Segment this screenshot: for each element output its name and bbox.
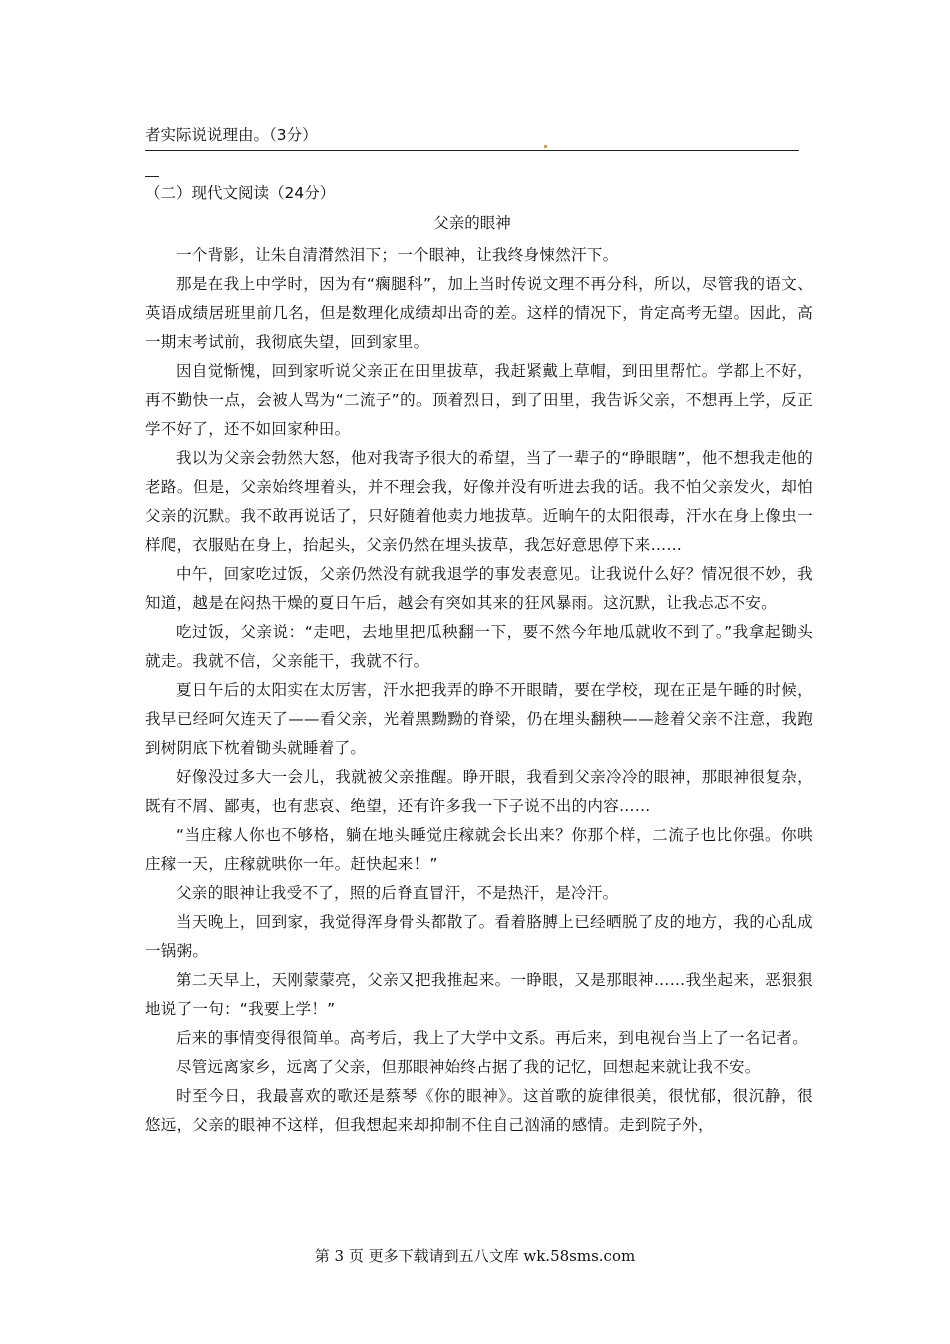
- article-title: 父亲的眼神: [433, 214, 511, 232]
- answer-underline: [145, 150, 799, 151]
- paragraph-14: 尽管远离家乡，远离了父亲，但那眼神始终占据了我的记忆，回想起来就让我不安。: [176, 1058, 761, 1076]
- short-answer-line: [145, 176, 159, 177]
- paragraph-9: “当庄稼人你也不够格，躺在地头睡觉庄稼就会长出来？你那个样，二流子也比你强。你哄庄稼一天，庄稼就哄你一年。赶快起来！”: [145, 826, 813, 873]
- underline-mark: [544, 145, 547, 148]
- question-tail-text: 者实际说说理由。（3分）: [145, 126, 318, 144]
- paragraph-3: 因自觉惭愧，回到家听说父亲正在田里拔草，我赶紧戴上草帽，到田里帮忙。学都上不好，再不勤快一点，会被人骂为“二流子”的。顶着烈日，到了田里，我告诉父亲，不想再上学，反正学不好了，还不如回家种田。: [145, 362, 813, 438]
- paragraph-12: 第二天早上，天刚蒙蒙亮，父亲又把我推起来。一睁眼，又是那眼神……我坐起来，恶狠狠地说了一句：“我要上学！”: [145, 971, 813, 1018]
- paragraph-11: 当天晚上，回到家，我觉得浑身骨头都散了。看着胳膊上已经晒脱了皮的地方，我的心乱成一锅粥。: [145, 913, 813, 960]
- page-footer: 第 3 页 更多下载请到五八文库 wk.58sms.com: [314, 1247, 636, 1265]
- paragraph-7: 夏日午后的太阳实在太厉害，汗水把我弄的睁不开眼睛，要在学校，现在正是午睡的时候，我早已经呵欠连天了——看父亲，光着黑黝黝的脊梁，仍在埋头翻秧——趁着父亲不注意，我跑到树阴底下枕着锄头就睡着了。: [145, 681, 813, 757]
- paragraph-15: 时至今日，我最喜欢的歌还是蔡琴《你的眼神》。这首歌的旋律很美，很忧郁，很沉静，很悠远，父亲的眼神不这样，但我想起来却抑制不住自己汹涌的感情。走到院子外，: [145, 1087, 813, 1134]
- paragraph-4: 我以为父亲会勃然大怒，他对我寄予很大的希望，当了一辈子的“睁眼瞎”，他不想我走他的老路。但是，父亲始终埋着头，并不理会我，好像并没有听进去我的话。我不怕父亲发火，却怕父亲的沉默。我不敢再说话了，只好随着他卖力地拔草。近晌午的太阳很毒，汗水在身上像虫一样爬，衣服贴在身上，抬起头，父亲仍然在埋头拔草，我怎好意思停下来……: [145, 449, 813, 554]
- paragraph-2: 那是在我上中学时，因为有“瘸腿科”，加上当时传说文理不再分科，所以，尽管我的语文、英语成绩居班里前几名，但是数理化成绩却出奇的差。这样的情况下，肯定高考无望。因此，高一期末考试前，我彻底失望，回到家里。: [145, 275, 813, 351]
- article-body: [145, 241, 813, 1140]
- paragraph-10: 父亲的眼神让我受不了，照的后脊直冒汗，不是热汗，是冷汗。: [176, 884, 619, 902]
- paragraph-13: 后来的事情变得很简单。高考后，我上了大学中文系。再后来，到电视台当上了一名记者。: [176, 1029, 809, 1047]
- section-heading: （二）现代文阅读（24分）: [145, 184, 336, 202]
- paragraph-5: 中午，回家吃过饭，父亲仍然没有就我退学的事发表意见。让我说什么好？情况很不妙，我知道，越是在闷热干燥的夏日午后，越会有突如其来的狂风暴雨。这沉默，让我忐忑不安。: [145, 565, 813, 612]
- paragraph-1: 一个背影，让朱自清潸然泪下；一个眼神，让我终身悚然汗下。: [176, 246, 619, 264]
- paragraph-8: 好像没过多大一会儿，我就被父亲推醒。睁开眼，我看到父亲冷冷的眼神，那眼神很复杂，既有不屑、鄙夷，也有悲哀、绝望，还有许多我一下子说不出的内容……: [145, 768, 813, 815]
- paragraph-6: 吃过饭，父亲说：“走吧，去地里把瓜秧翻一下，要不然今年地瓜就收不到了。”我拿起锄头就走。我就不信，父亲能干，我就不行。: [145, 623, 813, 670]
